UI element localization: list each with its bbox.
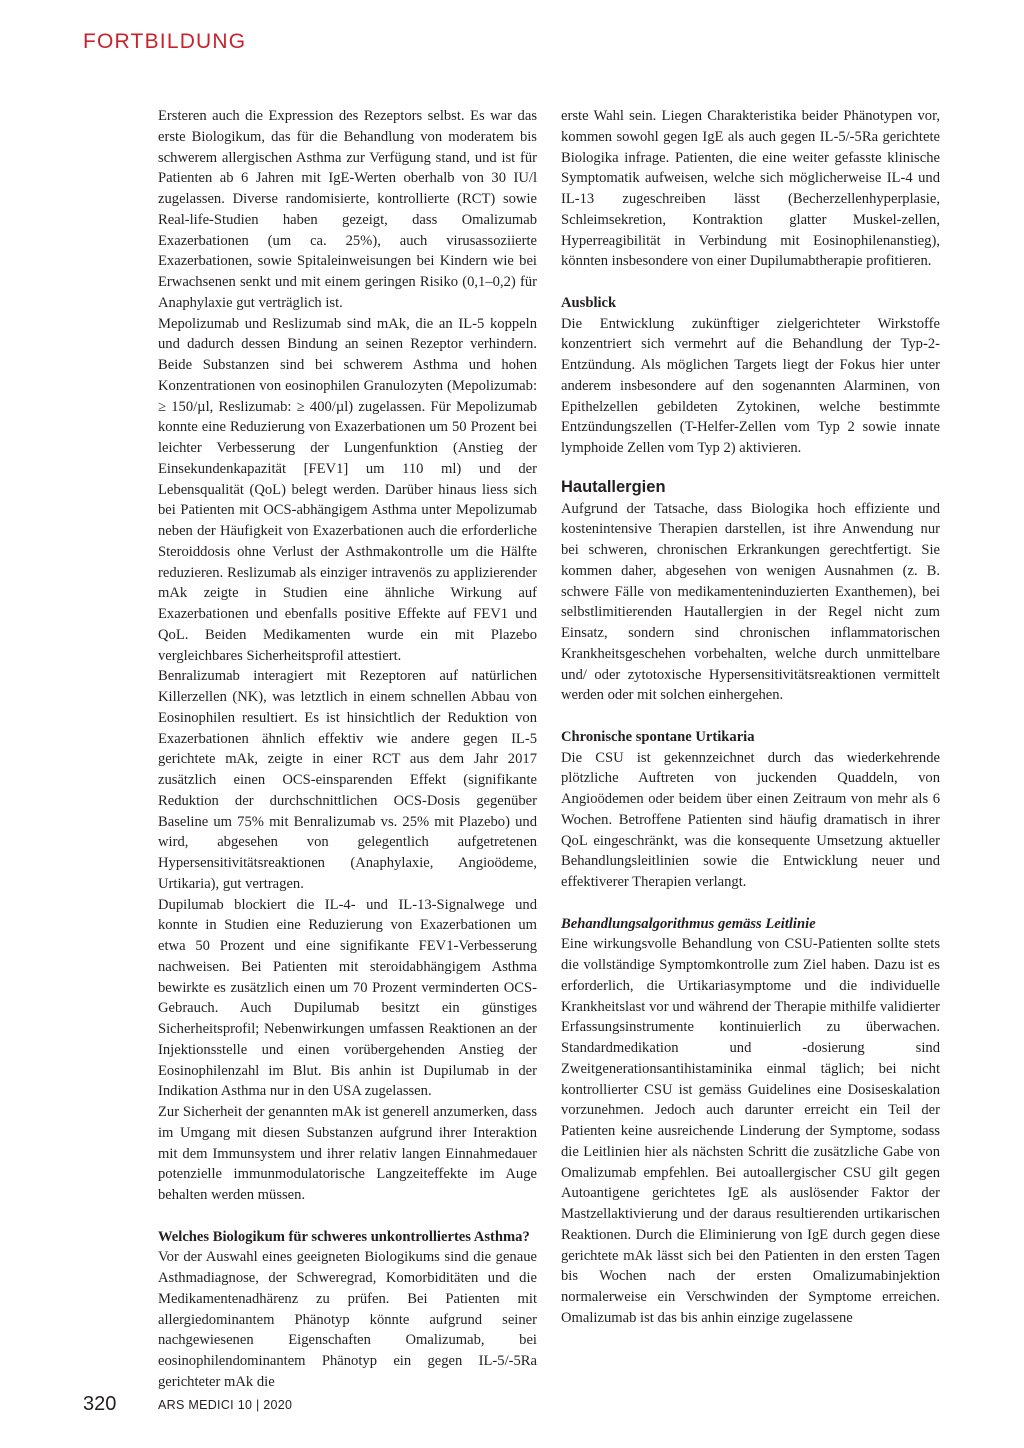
subheading-algorithmus: Behandlungsalgorithmus gemäss Leitlinie bbox=[561, 915, 816, 932]
paragraph: Zur Sicherheit der genannten mAk ist generell anzumerken, dass im Umgang mit diesen Substanzen aufgrund ihrer Interaktion mit dem Immunsystem und ihrer relativ langen Einnahmedauer potenzielle immunmodulatorische Langzeiteffekte im Auge behalten werden müssen. bbox=[158, 1104, 537, 1203]
paragraph: Die Entwicklung zukünftiger zielgerichteter Wirkstoffe konzentriert sich vermehrt auf die Behandlung der Typ-2-Entzündung. Als möglichen Targets liegt der Fokus hier unter anderem insbesondere auf den sogenannten Alarminen, von Epithelzellen gebildeten Zytokinen, welche bestimmte Entzündungszellen (T-Helfer-Zellen vom Typ 2 sowie innate lymphoide Zellen vom Typ 2) aktivieren. bbox=[561, 315, 940, 456]
paragraph: Eine wirkungsvolle Behandlung von CSU-Patienten sollte stets die vollständige Symptomkontrolle zum Ziel haben. Dazu ist es erforderlich, die Urtikariasymptome und die individuelle Krankheitslast vor und während der Therapie mithilfe validierter Erfassungsinstrumente kontinuierlich zu überwachen. Standardmedikation und -dosierung sind Zweitgenerationsantihistaminika einmal täglich; bei nicht kontrollierter CSU ist gemäss Guidelines eine Dosiseskalation vorzunehmen. Jedoch auch darunter erreicht ein Teil der Patienten keine ausreichende Linderung der Symptome, sodass die Leitlinien hier als nächsten Schritt die zusätzliche Gabe von Omalizumab empfehlen. Bei autoallergischer CSU gilt gegen Autoantigene gerichtetes IgE als auslösender Faktor der Mastzellaktivierung und der daraus resultierenden urtikarischen Reaktionen. Durch die Eliminierung von IgE durch gegen diese gerichtete mAk lässt sich bei den Patienten in den ersten Tagen bis Wochen nach der ersten Omalizumabinjektion normalerweise ein Verschwinden der Symptome erreichen. Omalizumab ist das bis anhin einzige zugelassene bbox=[561, 936, 940, 1326]
paragraph: Aufgrund der Tatsache, dass Biologika hoch effiziente und kostenintensive Therapien darstellen, ist ihre Anwendung nur bei schweren, chronischen Erkrankungen gerechtfertigt. Sie kommen daher, abgesehen von wenigen Ausnahmen (z. B. schwere Fälle von medikamenteninduzierten Exanthemen), bei selbstlimitierenden Hautallergien in der Regel nicht zum Einsatz, sondern sind chronischen inflammatorischen Krankheitsgeschehen vorbehalten, welche durch unmittelbare und/ oder zytotoxische Hypersensitivitätsreaktionen vermittelt werden oder mit solchen einhergehen. bbox=[561, 500, 940, 704]
journal-info: ARS MEDICI 10 | 2020 bbox=[158, 1398, 293, 1412]
paragraph: Dupilumab blockiert die IL-4- und IL-13-Signalwege und konnte in Studien eine Reduzierung von Exazerbationen um etwa 50 Prozent und eine signifikante FEV1-Verbesserung nachweisen. Bei Patienten mit steroidabhängigem Asthma bewirkte es zusätzlich einen um 70 Prozent verminderten OCS-Gebrauch. Auch Dupilumab besitzt ein günstiges Sicherheitsprofil; Nebenwirkungen umfassen Reaktionen an der Injektionsstelle und einen vorübergehenden Anstieg der Eosinophilenzahl im Blut. Bis anhin ist Dupilumab in der Indikation Asthma nur in den USA zugelassen. bbox=[158, 896, 537, 1100]
paragraph: erste Wahl sein. Liegen Charakteristika beider Phänotypen vor, kommen sowohl gegen IgE als auch gegen IL-5/-5Ra gerichtete Biologika infrage. Patienten, die eine weiter gefasste klinische Symptomatik aufweisen, welche sich möglicherweise IL-4 und IL-13 zugeschreiben lässt (Becherzellenhyperplasie, Schleimsekretion, Kontraktion glatter Muskel-zellen, Hyperreagibilität in Verbindung mit Eosinophilenanstieg), könnten insbesondere von einer Dupilumabtherapie profitieren. bbox=[561, 108, 940, 270]
paragraph: Mepolizumab und Reslizumab sind mAk, die an IL-5 koppeln und dadurch dessen Bindung an seinen Rezeptor verhindern. Beide Substanzen sind bei schwerem Asthma und hohen Konzentrationen von eosinophilen Granulozyten (Mepolizumab: ≥ 150/µl, Reslizumab: ≥ 400/µl) zugelassen. Für Mepolizumab konnte eine Reduzierung von Exazerbationen um 50 Prozent bei leichter Verbesserung der Lungenfunktion (Anstieg der Einsekundenkapazität [FEV1] um 110 ml) und der Lebensqualität (QoL) belegt werden. Darüber hinaus liess sich bei Patienten mit OCS-abhängigem Asthma unter Mepolizumab neben der Häufigkeit von Exazerbationen auch die erforderliche Steroiddosis ohne Verlust der Asthmakontrolle um die Hälfte reduzieren. Reslizumab als einziger intravenös zu applizierender mAk zeigte in Studien eine ähnliche Wirkung auf Exazerbationen und ebenfalls positive Effekte auf FEV1 und QoL. Beiden Medikamenten wurde ein mit Plazebo vergleichbares Sicherheitsprofil attestiert. bbox=[158, 315, 537, 664]
paragraph: Benralizumab interagiert mit Rezeptoren auf natürlichen Killerzellen (NK), was letztlich in einem schnellen Abbau von Eosinophilen resultiert. Es ist hinsichtlich der Reduktion von Exazerbationen ähnlich effektiv wie andere gegen IL-5 gerichtete mAk, zeigte in einer RCT aus dem Jahr 2017 zusätzlich einen OCS-einsparenden Effekt (signifikante Reduktion der durchschnittlichen OCS-Dosis gegenüber Baseline um 75% mit Benralizumab vs. 25% mit Plazebo) und wird, abgesehen von gelegentlich aufgetretenen Hypersensitivitätsreaktionen (Anaphylaxie, Angioödeme, Urtikaria), gut vertragen. bbox=[158, 668, 537, 892]
section-label: FORTBILDUNG bbox=[83, 30, 247, 53]
left-column bbox=[158, 106, 537, 1393]
paragraph: Die CSU ist gekennzeichnet durch das wiederkehrende plötzliche Auftreten von juckenden Quaddeln, von Angioödemen oder beidem über einen Zeitraum von mehr als 6 Wochen. Betroffene Patienten sind häufig dramatisch in ihrer QoL eingeschränkt, was die konsequente Umsetzung aktueller Behandlungsleitlinien sowie die Entwicklung neuer und effektiverer Therapien verlangt. bbox=[561, 749, 940, 890]
subheading-biologikum: Welches Biologikum für schweres unkontrolliertes Asthma? bbox=[158, 1228, 530, 1245]
section-heading-hautallergien: Hautallergien bbox=[561, 477, 666, 496]
subheading-urtikaria: Chronische spontane Urtikaria bbox=[561, 728, 755, 745]
right-column bbox=[561, 106, 940, 1329]
subheading-ausblick: Ausblick bbox=[561, 294, 617, 311]
paragraph: Ersteren auch die Expression des Rezeptors selbst. Es war das erste Biologikum, das für die Behandlung von moderatem bis schwerem allergischen Asthma zur Verfügung stand, und ist für Patienten ab 6 Jahren mit IgE-Werten oberhalb von 30 IU/l zugelassen. Diverse randomisierte, kontrollierte (RCT) sowie Real-life-Studien haben gezeigt, dass Omalizumab Exazerbationen (um ca. 25%), auch virusassoziierte Exazerbationen, sowie Spitaleinweisungen bei Kindern wie bei Erwachsenen senkt und mit einem geringen Risiko (0,1–0,2) für Anaphylaxie gut verträglich ist. bbox=[158, 108, 537, 311]
paragraph: Vor der Auswahl eines geeigneten Biologikums sind die genaue Asthmadiagnose, der Schweregrad, Komorbiditäten und die Medikamentenadhärenz zu prüfen. Bei Patienten mit allergiedominantem Phänotyp könnte aufgrund seiner nachgewiesenen Eigenschaften Omalizumab, bei eosinophilendominantem Phänotyp ein gegen IL-5/-5Ra gerichteter mAk die bbox=[158, 1249, 537, 1390]
page-number: 320 bbox=[83, 1393, 117, 1415]
